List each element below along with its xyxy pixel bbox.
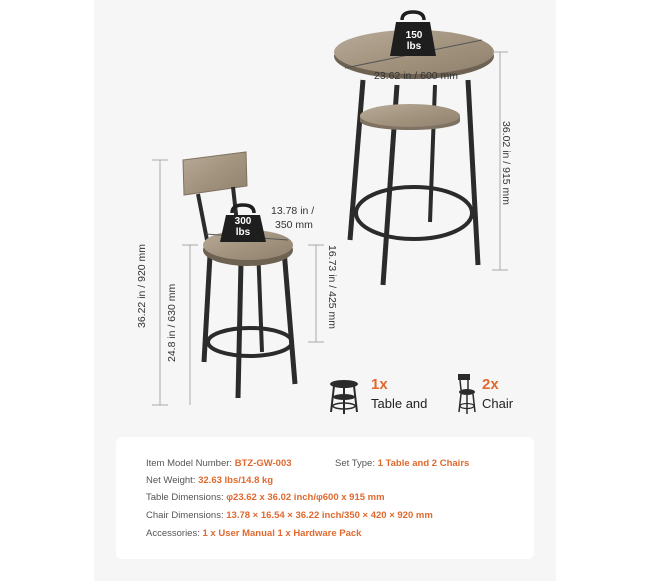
chair-back-height-label: 16.73 in / 425 mm [326,245,338,330]
spec-label: Item Model Number: [146,458,233,469]
chair-count-label: Chair [482,396,514,411]
spec-weight [146,475,273,486]
spec-label: Net Weight: [146,475,196,486]
spec-value: 32.63 lbs/14.8 kg [198,475,274,486]
spec-value: 1 Table and 2 Chairs [377,458,470,469]
spec-label: Table Dimensions: [146,492,224,503]
spec-table-dimensions [146,492,385,503]
spec-label: Accessories: [146,528,200,539]
spec-value: 13.78 × 16.54 × 36.22 inch/350 × 420 × 920 mm [226,510,433,521]
table-count: 1x [371,376,388,393]
table-weight-value: 150 [405,30,423,41]
spec-label: Chair Dimensions: [146,510,224,521]
table-icon [330,380,358,414]
chair-weight-unit: lbs [235,227,251,238]
spec-value: BTZ-GW-003 [234,458,292,469]
spec-set-type [335,458,469,469]
spec-accessories [146,528,361,539]
bar-table [334,30,508,285]
chair-seat-height-label: 24.8 in / 630 mm [166,283,178,362]
table-count-label: Table and [371,396,428,411]
chair-total-height-label: 36.22 in / 920 mm [136,243,148,328]
table-weight-unit: lbs [406,41,422,52]
table-height-label: 36.02 in / 915 mm [500,121,512,206]
chair-count: 2x [482,376,499,393]
spec-model [146,458,292,469]
spec-chair-dimensions [146,510,433,521]
spec-label: Set Type: [335,458,375,469]
bar-chair [152,152,324,405]
chair-weight-value: 300 [234,216,252,227]
chair-icon [458,374,475,414]
specs-card [116,437,534,559]
chair-width-label-1: 13.78 in / [271,205,315,217]
spec-value: φ23.62 x 36.02 inch/φ600 x 915 mm [226,492,385,503]
spec-value: 1 x User Manual 1 x Hardware Pack [202,528,362,539]
table-diameter-label: 23.62 in / 600 mm [374,70,459,82]
chair-width-label-2: 350 mm [275,219,313,231]
